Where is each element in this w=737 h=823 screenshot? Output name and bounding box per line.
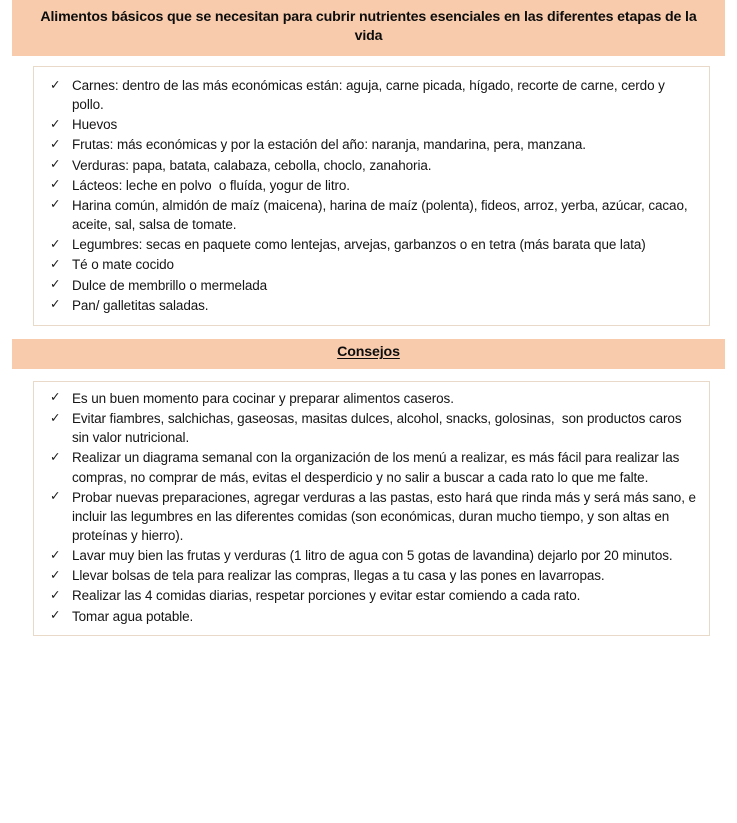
list-item	[42, 235, 699, 254]
list-item-text: Realizar las 4 comidas diarias, respetar porciones y evitar estar comiendo a cada rato.	[72, 588, 581, 604]
list-item	[42, 196, 699, 234]
list-item-text: Frutas: más económicas y por la estación del año: naranja, mandarina, pera, manzana.	[72, 137, 586, 153]
list-item-text: Pan/ galletitas saladas.	[72, 297, 209, 313]
check-icon: ✓	[50, 608, 61, 623]
list-item	[42, 389, 699, 408]
check-icon: ✓	[50, 489, 61, 504]
list-item-text: Legumbres: secas en paquete como lentejas, arvejas, garbanzos o en tetra (más barata que lata)	[72, 237, 646, 253]
list-item	[42, 607, 699, 626]
list-item	[42, 115, 699, 134]
check-icon: ✓	[50, 277, 61, 292]
consejos-content-box	[33, 381, 710, 636]
list-item-text: Llevar bolsas de tela para realizar las compras, llegas a tu casa y las pones en lavarropas.	[72, 568, 605, 584]
list-item	[42, 255, 699, 274]
check-icon: ✓	[50, 77, 61, 92]
list-item-text: Tomar agua potable.	[72, 608, 194, 624]
list-item-text: Es un buen momento para cocinar y preparar alimentos caseros.	[72, 390, 454, 406]
list-item	[42, 76, 699, 114]
list-item-text: Harina común, almidón de maíz (maicena), harina de maíz (polenta), fideos, arroz, yerba, azúcar, cacao, aceite, sal, salsa de tomate.	[72, 197, 692, 233]
consejos-title: Consejos	[337, 344, 400, 361]
alimentos-content-box	[33, 66, 710, 326]
list-item-text: Realizar un diagrama semanal con la organización de los menú a realizar, es más fácil para realizar las compras, no comprar de más, evitas el desperdicio y no salir a buscar a cada rato lo que me falte.	[72, 450, 683, 485]
list-item	[42, 546, 699, 565]
list-item	[42, 156, 699, 175]
list-item-text: Té o mate cocido	[72, 257, 174, 273]
list-item-text: Lácteos: leche en polvo o fluída, yogur de litro.	[72, 177, 350, 193]
list-item	[42, 296, 699, 315]
list-item	[42, 409, 699, 447]
list-item-text: Lavar muy bien las frutas y verduras (1 litro de agua con 5 gotas de lavandina) dejarlo por 20 minutos.	[72, 548, 673, 564]
check-icon: ✓	[50, 587, 61, 602]
list-item	[42, 586, 699, 605]
list-item-text: Probar nuevas preparaciones, agregar verduras a las pastas, esto hará que rinda más y será más sano, e incluir las legumbres en las diferentes comidas (son económicas, duran mucho tiempo, y son altas en proteínas y hierro).	[72, 489, 700, 543]
check-icon: ✓	[50, 390, 61, 405]
list-item	[42, 176, 699, 195]
check-icon: ✓	[50, 157, 61, 172]
list-item	[42, 276, 699, 295]
list-item	[42, 488, 699, 545]
check-icon: ✓	[50, 136, 61, 151]
check-icon: ✓	[50, 410, 61, 425]
check-icon: ✓	[50, 116, 61, 131]
list-item-text: Carnes: dentro de las más económicas están: aguja, carne picada, hígado, recorte de carne, cerdo y pollo.	[72, 78, 669, 113]
check-icon: ✓	[50, 177, 61, 192]
list-item-text: Dulce de membrillo o mermelada	[72, 277, 268, 293]
alimentos-checklist	[42, 76, 699, 315]
consejos-checklist	[42, 389, 699, 626]
check-icon: ✓	[50, 256, 61, 271]
list-item-text: Verduras: papa, batata, calabaza, cebolla, choclo, zanahoria.	[72, 157, 432, 173]
check-icon: ✓	[50, 197, 61, 212]
check-icon: ✓	[50, 297, 61, 312]
check-icon: ✓	[50, 236, 61, 251]
list-item-text: Huevos	[72, 117, 118, 133]
check-icon: ✓	[50, 547, 61, 562]
check-icon: ✓	[50, 449, 61, 464]
list-item-text: Evitar fiambres, salchichas, gaseosas, masitas dulces, alcohol, snacks, golosinas, son productos caros sin valor nutricional.	[72, 411, 686, 446]
page-title: Alimentos básicos que se necesitan para cubrir nutrientes esenciales en las diferentes etapas de la vida	[40, 8, 697, 44]
list-item	[42, 566, 699, 585]
list-item	[42, 448, 699, 486]
section-header-consejos	[12, 339, 725, 369]
list-item	[42, 135, 699, 154]
check-icon: ✓	[50, 567, 61, 582]
section-header-alimentos	[12, 0, 725, 56]
